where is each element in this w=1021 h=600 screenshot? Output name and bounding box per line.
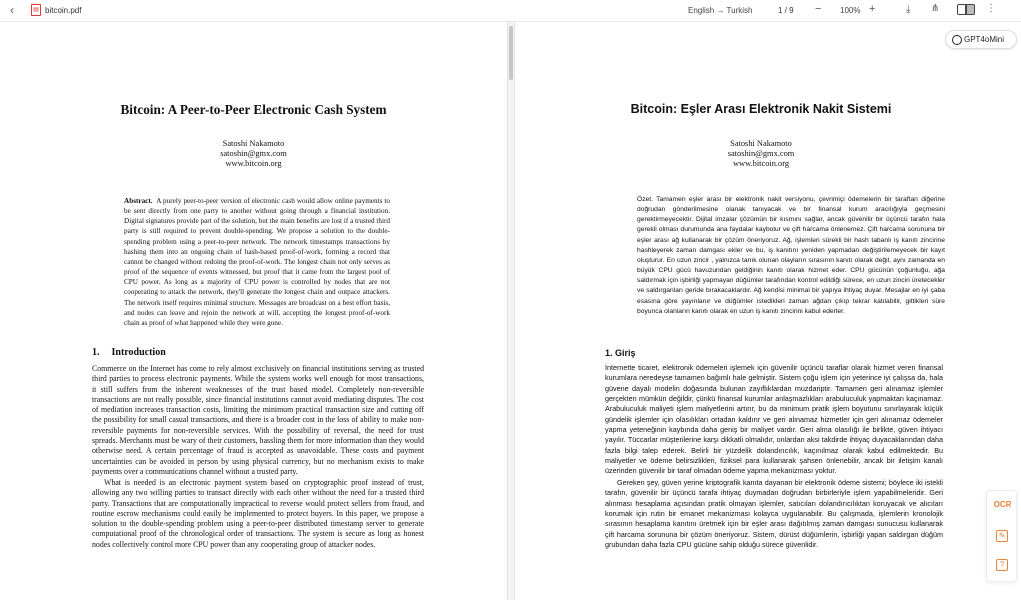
help-icon[interactable]: ? [996,559,1008,571]
original-website: www.bitcoin.org [225,159,282,168]
file-name: bitcoin.pdf [45,6,82,15]
translation-author: Satoshi Nakamoto [730,139,792,148]
toolbar [0,0,1021,22]
translation-author-block [515,139,1007,169]
original-author: Satoshi Nakamoto [222,139,285,148]
ocr-button[interactable]: OCR [993,500,1012,509]
section-title: Introduction [111,347,166,358]
zoom-out-button[interactable]: − [815,3,822,15]
original-title: Bitcoin: A Peer-to-Peer Electronic Cash System [120,102,387,117]
abstract-label: Abstract. [124,197,153,205]
zoom-level[interactable]: 100% [840,6,861,15]
zoom-in-button[interactable]: + [869,3,876,15]
split-divider[interactable] [507,22,515,600]
model-label: GPT4oMini [964,35,1005,44]
openai-icon [952,35,962,45]
translation-paragraph-1: İnternette ticaret, elektronik ödemeleri işlemek için güvenilir üçüncü taraflar olarak hizmet veren finansal kurumlara neredeyse tamamen bağımlı hale gelmiştir. Sistem çoğu işlem için yeterince iyi çalışsa da, hala güvene dayalı modelin doğasında bulunan zayıflıklardan muzdariptir. Tamamen geri alınamaz işlemler gerçekten mümkün değildir, çünkü finansal kurumlar anlaşmazlıkları arabuluculuk yapmaktan kaçınamaz. Arabuluculuk maliyeti işlem maliyetlerini artırır, bu da minimum pratik işlem boyutunu sınırlayarak küçük gündelik işlemler için olasılıkları ortadan kaldırır ve geri alınamaz hizmetler için geri alınamaz ödemeler yapma yeteneğinin kaybında daha geniş bir maliyet vardır. Geri alma olasılığı ile birlikte, güven ihtiyacı yayılır. Tüccarlar müşterilerine karşı dikkatli olmalıdır, onlardan aksi takdirde ihtiyaç duyacaklarından daha fazla bilgi talep ederek. Belirli bir yüzdelik dolandırıcılık, kaçınılmaz olarak kabul edilmektedir. Bu maliyetler ve ödeme belirsizlikleri, fiziksel para kullanarak şahsen önlenebilir, ancak bir iletişim kanalı üzerinden güvenilir bir taraf olmadan ödeme yapma mekanizması yoktur. [605,363,943,476]
download-icon[interactable]: ⤓ [906,4,911,15]
section-number: 1. [92,347,100,358]
translation-email: satoshin@gmx.com [727,149,795,158]
pdf-file-icon: ▤ [31,4,41,16]
original-section-heading [92,347,166,358]
model-selector-button[interactable] [945,30,1017,49]
translation-abstract: Özet. Tamamen eşler arası bir elektronik nakit versiyonu, çevrimiçi ödemelerin bir taraftan diğerine doğrudan gönderilmesine olanak tanıyacak ve bir finansal kurum aracılığıyla geçmesini gerektirmeyecektir. Dijital imzalar çözümün bir kısmını sağlar, ancak güvenilir bir üçüncü tarafın hala gerekli olması durumunda ana faydalar kaybolur ve çift harcama önlenemez. Çift harcama sorununa bir eşler arası ağ kullanarak bir çözüm öneriyoruz. Ağ, işlemleri sürekli bir hash tabanlı iş kanıtı zincirine hashleyerek zaman damgası ekler ve bu, iş kanıtını yeniden yapmadan değiştirilemeyecek bir kayıt oluşturur. En uzun zincir , yalnızca tanık olunan olayların sırasının kanıtı olarak değil, aynı zamanda en büyük CPU gücü havuzundan geldiğinin kanıtı olarak hizmet eder. CPU gücünün çoğunluğu, ağa saldırmak için işbirliği yapmayan düğümler tarafından kontrol edildiği sürece, en uzun zinciri üretecekler ve saldırganları geride bırakacaklardır. Ağ kendisi minimal bir yapıya ihtiyaç duyar. Mesajlar en iyi çaba esasına göre yayınlanır ve düğümler istedikleri zaman ağdan çıkıp tekrar katılabilir, gittikleri süre boyunca olanların kanıtı olarak en uzun iş kanıtı zincirini kabul ederler. [637,196,945,315]
back-chevron-icon[interactable]: ‹ [10,3,14,17]
original-paragraph-2: What is needed is an electronic payment system based on cryptographic proof instead of trust, allowing any two willing parties to transact directly with each other without the need for a trusted third party. Transactions that are computationally impractical to reverse would protect sellers from fraud, and routine escrow mechanisms could easily be implemented to protect buyers. In this paper, we propose a solution to the double-spending problem using a peer-to-peer distributed timestamp server to generate computational proof of the chronological order of transactions. The system is secure as long as honest nodes collectively control more CPU power than any cooperating group of attacker nodes. [92,478,424,549]
translation-website: www.bitcoin.org [732,159,790,168]
language-pair-selector[interactable]: English → Turkish [688,6,753,15]
page-indicator[interactable]: 1 / 9 [778,6,794,15]
original-page [0,22,507,600]
translation-page [515,22,1021,600]
split-view-toggle-icon[interactable] [957,4,975,15]
share-icon[interactable]: ⋔ [931,3,940,14]
original-email: satoshin@gmx.com [220,149,287,158]
edit-icon[interactable]: ✎ [996,530,1008,542]
more-options-icon[interactable]: ⋮ [986,3,996,14]
translation-section-heading: 1. Giriş [605,348,636,358]
original-author-block [0,139,507,169]
original-abstract [124,196,390,328]
translation-title: Bitcoin: Eşler Arası Elektronik Nakit Sistemi [630,102,892,116]
original-paragraph-1: Commerce on the Internet has come to rely almost exclusively on financial institutions serving as trusted third parties to process electronic payments. While the system works well enough for most transactions, it still suffers from the inherent weaknesses of the trust based model. Completely non-reversible transactions are not really possible, since financial institutions cannot avoid mediating disputes. The cost of mediation increases transaction costs, limiting the minimum practical transaction size and cutting off the possibility for small casual transactions, and there is a broader cost in the loss of ability to make non-reversible payments for non-reversible services. With the possibility of reversal, the need for trust spreads. Merchants must be wary of their customers, hassling them for more information than they would otherwise need. A certain percentage of fraud is accepted as unavoidable. These costs and payment uncertainties can be avoided in person by using physical currency, but no mechanism exists to make payments over a communications channel without a trusted party. [92,364,424,476]
abstract-text: A purely peer-to-peer version of electronic cash would allow online payments to be sent directly from one party to another without going through a financial institution. Digital signatures provide part of the solution, but the main benefits are lost if a trusted third party is still required to prevent double-spending. We propose a solution to the double-spending problem using a peer-to-peer network. The network timestamps transactions by hashing them into an ongoing chain of hash-based proof-of-work, forming a record that cannot be changed without redoing the proof-of-work. The longest chain not only serves as proof of the sequence of events witnessed, but proof that it came from the largest pool of CPU power. As long as a majority of CPU power is controlled by nodes that are not cooperating to attack the network, they'll generate the longest chain and outpace attackers. The network itself requires minimal structure. Messages are broadcast on a best effort basis, and nodes can leave and rejoin the network at will, accepting the longest proof-of-work chain as proof of what happened while they were gone. [124,197,390,327]
side-toolbar [986,490,1017,582]
translation-paragraph-2: Gereken şey, güven yerine kriptografik kanıta dayanan bir elektronik ödeme sistemi; böylece iki istekli tarafın, güvenilir bir üçüncü tarafa ihtiyaç duymadan doğrudan birbirleriyle işlem yapabilmeleridir. Geri alınması hesaplama açısından pratik olmayan işlemler, satıcıları dolandırıcılıktan koruyacak ve alıcıları korumak için rutin bir emanet mekanizması kolayca uygulanabilir. Bu çalışmada, işlemlerin kronolojik sırasının hesaplama kanıtını üretmek için bir eşler arası dağıtılmış zaman damgası sunucusu kullanarak çift harcama sorununa bir çözüm öneriyoruz. Sistem, dürüst düğümlerin, işbirliği yapan saldırgan düğüm grubundan daha fazla CPU gücüne sahip olduğu sürece güvenlidir. [605,478,943,550]
scrollbar-thumb[interactable] [509,26,513,80]
